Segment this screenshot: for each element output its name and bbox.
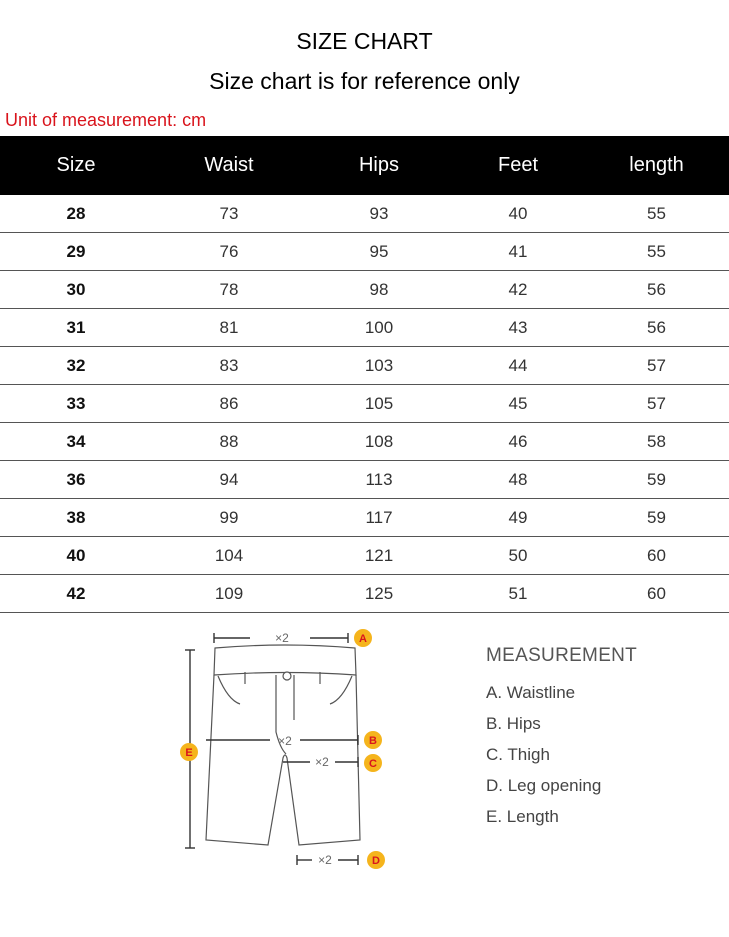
table-cell: 113 — [365, 469, 393, 489]
measurement-legend — [486, 645, 637, 838]
table-cell: 58 — [647, 431, 666, 451]
table-cell: 83 — [219, 355, 239, 375]
multiplier-b: ×2 — [278, 734, 292, 748]
table-cell: 73 — [219, 203, 239, 223]
table-cell: 30 — [66, 279, 86, 299]
table-cell: 49 — [508, 507, 528, 527]
marker-e: E — [185, 747, 193, 759]
shorts-diagram — [170, 620, 400, 880]
table-cell: 98 — [369, 279, 389, 299]
header-waist: Waist — [204, 154, 254, 176]
multiplier-a: ×2 — [275, 631, 289, 645]
table-cell: 125 — [364, 583, 394, 603]
table-cell: 104 — [214, 545, 244, 565]
table-row — [0, 233, 729, 271]
table-cell: 57 — [647, 393, 666, 413]
table-cell: 55 — [647, 241, 666, 261]
table-cell: 81 — [219, 317, 239, 337]
header-length: length — [629, 154, 684, 176]
table-cell: 46 — [508, 431, 528, 451]
marker-d: D — [372, 855, 380, 867]
table-cell: 59 — [647, 507, 666, 527]
waistband — [214, 645, 356, 675]
measurement-item-b: B. Hips — [486, 714, 541, 733]
table-row — [0, 385, 729, 423]
table-row — [0, 537, 729, 575]
measurement-item-e: E. Length — [486, 807, 559, 826]
measurement-item-a: A. Waistline — [486, 683, 576, 702]
header-hips: Hips — [358, 154, 399, 176]
multiplier-d: ×2 — [318, 853, 332, 867]
table-cell: 50 — [508, 545, 528, 565]
size-table — [0, 136, 729, 613]
table-cell: 57 — [647, 355, 666, 375]
table-cell: 28 — [66, 203, 86, 223]
table-cell: 32 — [66, 355, 86, 375]
table-cell: 99 — [219, 507, 239, 527]
table-cell: 43 — [508, 317, 528, 337]
table-cell: 36 — [66, 469, 86, 489]
table-cell: 40 — [508, 203, 528, 223]
table-header — [0, 136, 729, 195]
marker-c: C — [369, 758, 377, 770]
button — [283, 672, 291, 680]
table-cell: 33 — [66, 393, 86, 413]
table-cell: 42 — [508, 279, 528, 299]
table-cell: 42 — [66, 583, 86, 603]
header-feet: Feet — [497, 154, 539, 176]
table-cell: 93 — [369, 203, 389, 223]
table-cell: 45 — [508, 393, 528, 413]
table-cell: 76 — [219, 241, 239, 261]
table-cell: 34 — [66, 431, 86, 451]
measurement-title: MEASUREMENT — [486, 645, 638, 666]
table-cell: 105 — [364, 393, 394, 413]
table-cell: 103 — [364, 355, 394, 375]
table-cell: 100 — [364, 317, 394, 337]
table-body — [0, 195, 729, 613]
table-cell: 44 — [508, 355, 528, 375]
table-cell: 88 — [219, 431, 239, 451]
table-row — [0, 423, 729, 461]
table-cell: 60 — [647, 583, 666, 603]
table-cell: 31 — [66, 317, 86, 337]
table-row — [0, 347, 729, 385]
table-cell: 78 — [219, 279, 239, 299]
multiplier-c: ×2 — [315, 755, 329, 769]
table-row — [0, 575, 729, 613]
table-cell: 95 — [369, 241, 389, 261]
measurement-item-c: C. Thigh — [486, 745, 550, 764]
marker-a: A — [359, 633, 367, 645]
table-row — [0, 461, 729, 499]
measurement-item-d: D. Leg opening — [486, 776, 602, 795]
table-row — [0, 499, 729, 537]
table-cell: 108 — [364, 431, 394, 451]
header-size: Size — [56, 154, 96, 176]
table-row — [0, 309, 729, 347]
table-cell: 60 — [647, 545, 666, 565]
table-row — [0, 271, 729, 309]
table-cell: 29 — [66, 241, 86, 261]
table-cell: 109 — [214, 583, 244, 603]
table-cell: 48 — [508, 469, 528, 489]
table-cell: 38 — [66, 507, 86, 527]
table-cell: 86 — [219, 393, 239, 413]
table-cell: 55 — [647, 203, 666, 223]
table-cell: 59 — [647, 469, 666, 489]
table-cell: 121 — [364, 545, 394, 565]
table-cell: 51 — [508, 583, 528, 603]
table-cell: 117 — [365, 507, 393, 527]
unit-note: Unit of measurement: cm — [5, 110, 207, 130]
table-cell: 41 — [508, 241, 528, 261]
page-title: SIZE CHART — [296, 28, 433, 54]
marker-b: B — [369, 735, 377, 747]
table-cell: 94 — [219, 469, 239, 489]
table-cell: 56 — [647, 279, 666, 299]
table-cell: 56 — [647, 317, 666, 337]
table-cell: 40 — [66, 545, 86, 565]
table-row — [0, 195, 729, 233]
page-subtitle: Size chart is for reference only — [209, 68, 520, 94]
